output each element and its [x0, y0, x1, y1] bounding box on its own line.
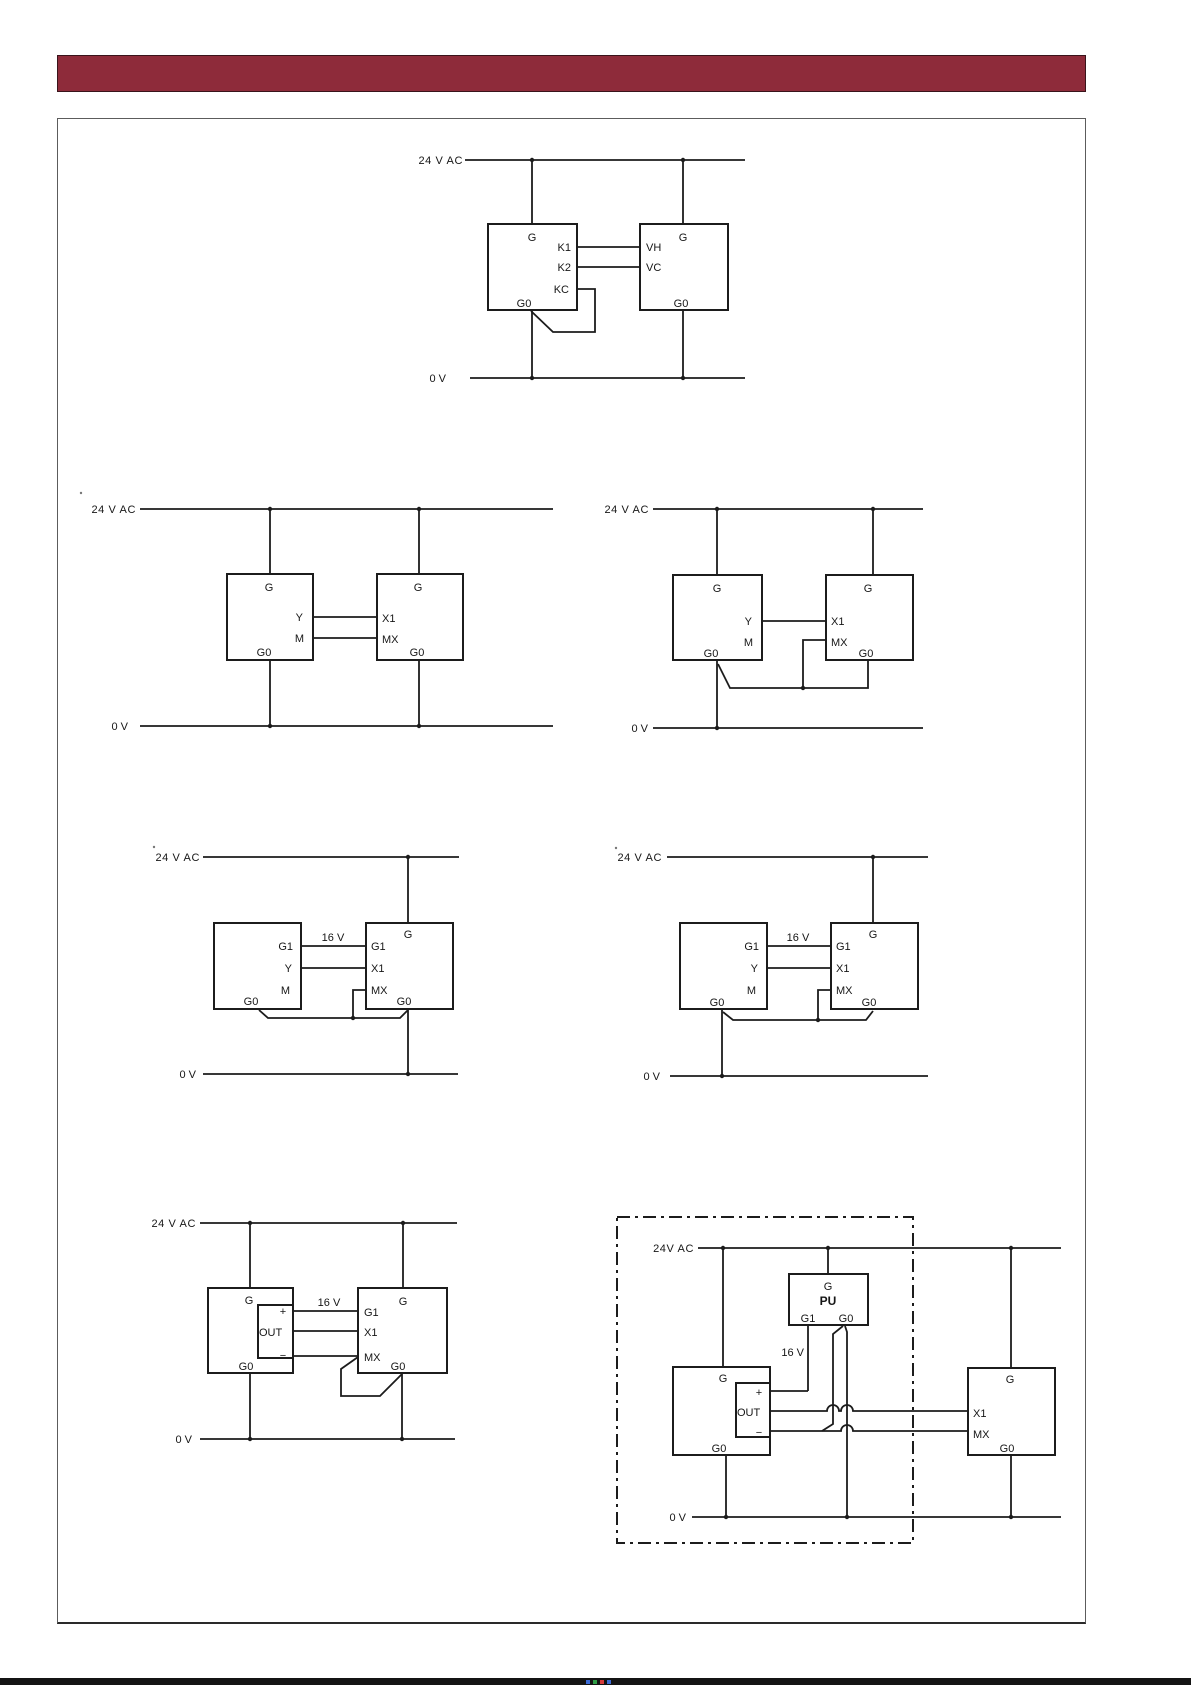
label-0v: 0 V: [429, 373, 446, 385]
junction-dot: [248, 1437, 252, 1441]
pin-label: G0: [238, 1361, 254, 1373]
pin-label: Y: [750, 963, 758, 975]
pin-label: G: [398, 1296, 408, 1308]
label-24vac: 24 V AC: [91, 504, 136, 516]
junction-dot: [724, 1515, 728, 1519]
pin-label: M: [746, 985, 756, 997]
junction-dot: [268, 507, 272, 511]
junction-dot: [816, 1018, 820, 1022]
pin-label: M: [280, 985, 290, 997]
label-0v: 0 V: [643, 1071, 660, 1083]
pin-label: +: [755, 1387, 763, 1399]
diagram-6: [151, 1218, 457, 1446]
pu-label: PU: [819, 1294, 837, 1308]
pin-label: G0: [673, 298, 689, 310]
wire: [818, 990, 831, 1020]
label-0v: 0 V: [179, 1069, 196, 1081]
pin-label: G: [718, 1373, 728, 1385]
wire: [723, 1011, 873, 1020]
junction-dot: [826, 1246, 830, 1250]
pin-label: MX: [836, 985, 853, 997]
junction-dot: [681, 376, 685, 380]
pin-label: X1: [831, 616, 845, 628]
junction-dot: [720, 1074, 724, 1078]
speck: [80, 492, 82, 494]
junction-dot: [715, 507, 719, 511]
junction-dot: [530, 376, 534, 380]
junction-dot: [1009, 1515, 1013, 1519]
pin-label: MX: [973, 1429, 990, 1441]
pin-label: G0: [999, 1443, 1015, 1455]
junction-dot: [268, 724, 272, 728]
pin-label: G: [244, 1295, 254, 1307]
pin-label: G: [712, 583, 722, 595]
voltage-label: 16 V: [781, 1347, 804, 1359]
label-24vac: 24 V AC: [604, 504, 649, 516]
label-24vac: 24 V AC: [418, 155, 463, 167]
pin-label: G0: [516, 298, 532, 310]
pin-label: G1: [364, 1307, 379, 1319]
pin-label: G: [678, 232, 688, 244]
label-0v: 0 V: [175, 1434, 192, 1446]
diagram-7: [617, 1217, 1061, 1543]
pin-label: X1: [364, 1327, 378, 1339]
pin-label: OUT: [737, 1407, 761, 1419]
pin-label: −: [755, 1427, 763, 1439]
dashed-enclosure: [617, 1217, 913, 1543]
diagram-5: [615, 847, 928, 1083]
pin-label: MX: [371, 985, 388, 997]
pin-label: G: [823, 1281, 833, 1293]
pin-label: G0: [409, 647, 425, 659]
wire: [718, 661, 868, 688]
pin-label: G: [1005, 1374, 1015, 1386]
pin-label: G0: [858, 648, 874, 660]
pin-label: G1: [744, 941, 759, 953]
pin-label: M: [294, 633, 304, 645]
pin-label: KC: [553, 284, 569, 296]
pin-label: MX: [831, 637, 848, 649]
pin-label: K1: [557, 242, 571, 254]
pin-label: +: [279, 1306, 287, 1318]
junction-dot: [721, 1246, 725, 1250]
pin-label: G: [413, 582, 423, 594]
wire: [259, 1010, 408, 1018]
junction-dot: [715, 726, 719, 730]
diagram-1: [418, 155, 745, 385]
pin-label: G0: [256, 647, 272, 659]
pin-label: G1: [371, 941, 386, 953]
junction-dot: [530, 158, 534, 162]
pin-label: G: [863, 583, 873, 595]
pin-label: Y: [744, 616, 752, 628]
junction-dot: [351, 1016, 355, 1020]
label-0v: 0 V: [631, 723, 648, 735]
voltage-label: 16 V: [786, 932, 810, 944]
footer-mark: [607, 1680, 611, 1684]
pin-label: X1: [382, 613, 396, 625]
label-0v: 0 V: [669, 1512, 686, 1524]
wire: [803, 640, 826, 688]
junction-dot: [400, 1437, 404, 1441]
pin-label: X1: [973, 1408, 987, 1420]
label-24vac: 24 V AC: [151, 1218, 196, 1230]
pin-label: G0: [838, 1313, 854, 1325]
label-24vac: 24 V AC: [617, 852, 662, 864]
pin-label: G0: [243, 996, 259, 1008]
junction-dot: [417, 724, 421, 728]
label-24vac: 24 V AC: [155, 852, 200, 864]
junction-dot: [406, 1072, 410, 1076]
pin-label: G0: [390, 1361, 406, 1373]
pin-label: M: [743, 637, 753, 649]
pin-label: MX: [364, 1352, 381, 1364]
footer-mark: [593, 1680, 597, 1684]
pin-label: G0: [709, 997, 725, 1009]
wire: [770, 1405, 968, 1411]
pin-label: G0: [703, 648, 719, 660]
footer-mark: [600, 1680, 604, 1684]
pin-label: G0: [396, 996, 412, 1008]
pin-label: G0: [861, 997, 877, 1009]
label-24vac: 24V AC: [653, 1243, 694, 1255]
footer-mark: [586, 1680, 590, 1684]
pin-label: −: [279, 1350, 287, 1362]
wire: [353, 990, 366, 1018]
diagram-4: [153, 846, 459, 1081]
junction-dot: [871, 855, 875, 859]
pin-label: Y: [284, 963, 292, 975]
wire: [845, 1326, 847, 1517]
label-0v: 0 V: [111, 721, 128, 733]
speck: [615, 847, 617, 849]
pin-label: VH: [646, 242, 662, 254]
pin-label: G1: [836, 941, 851, 953]
voltage-label: 16 V: [321, 932, 345, 944]
pin-label: G: [264, 582, 274, 594]
junction-dot: [401, 1221, 405, 1225]
junction-dot: [681, 158, 685, 162]
pin-label: G: [527, 232, 537, 244]
junction-dot: [1009, 1246, 1013, 1250]
pin-label: G0: [711, 1443, 727, 1455]
pin-label: G1: [278, 941, 293, 953]
junction-dot: [845, 1515, 849, 1519]
pin-label: Y: [295, 612, 303, 624]
junction-dot: [417, 507, 421, 511]
junction-dot: [406, 855, 410, 859]
pin-label: VC: [646, 262, 662, 274]
diagram-2: [80, 492, 553, 733]
junction-dot: [248, 1221, 252, 1225]
pin-label: G: [403, 929, 413, 941]
pin-label: G: [868, 929, 878, 941]
pin-label: X1: [371, 963, 385, 975]
diagram-3: [604, 504, 923, 735]
wire: [822, 1326, 843, 1431]
pin-label: OUT: [259, 1327, 283, 1339]
speck: [153, 846, 155, 848]
pin-label: X1: [836, 963, 850, 975]
pin-label: K2: [557, 262, 571, 274]
junction-dot: [801, 686, 805, 690]
pin-label: G1: [800, 1313, 816, 1325]
voltage-label: 16 V: [317, 1297, 341, 1309]
wire: [770, 1425, 968, 1431]
pin-label: MX: [382, 634, 399, 646]
junction-dot: [871, 507, 875, 511]
